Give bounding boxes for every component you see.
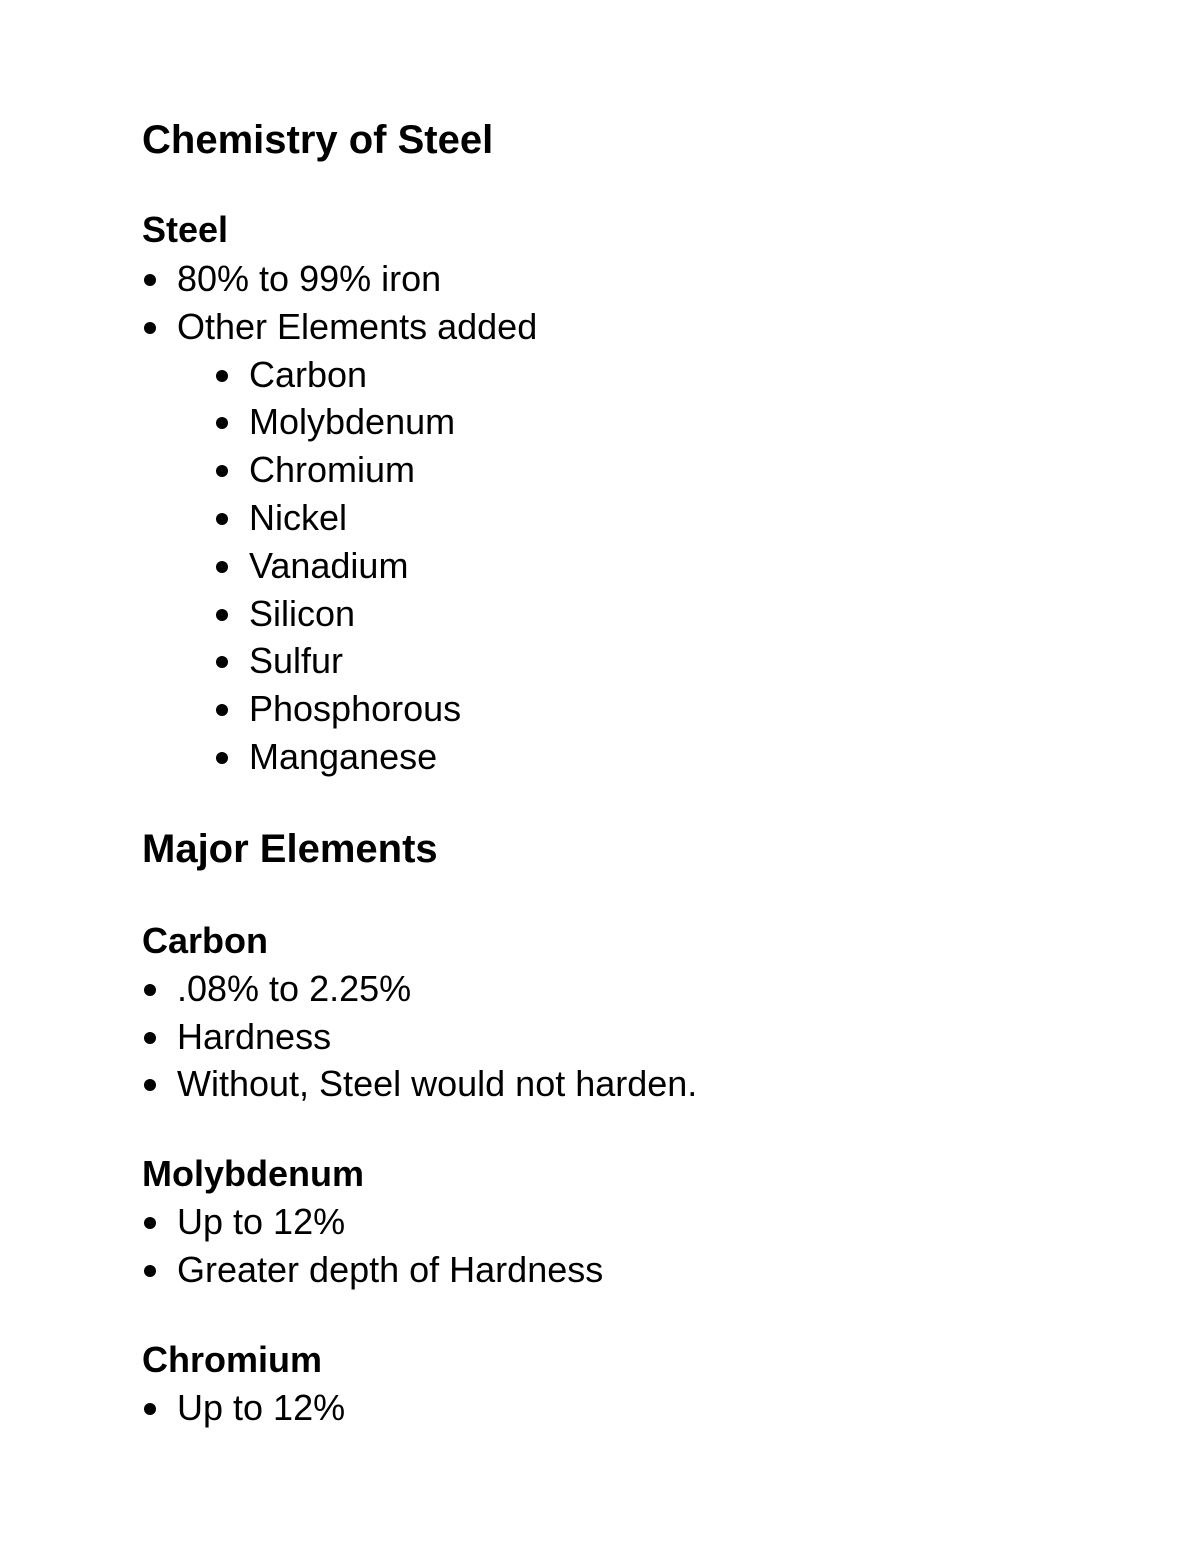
bullet-icon xyxy=(144,1032,156,1044)
sub-list-item-text: Silicon xyxy=(249,593,356,634)
bullet-icon xyxy=(144,322,156,334)
bullet-icon xyxy=(216,752,228,764)
carbon-heading: Carbon xyxy=(142,920,268,961)
major-elements-title: Major Elements xyxy=(142,827,438,871)
bullet-icon xyxy=(216,609,228,621)
sub-list-item-text: Vanadium xyxy=(249,545,409,586)
list-item-text: 80% to 99% iron xyxy=(177,258,442,299)
list-item-text: .08% to 2.25% xyxy=(177,968,412,1009)
bullet-icon xyxy=(216,513,228,525)
list-item-text: Without, Steel would not harden. xyxy=(177,1063,698,1104)
sub-list-item-text: Carbon xyxy=(249,354,368,395)
sub-list-item-text: Nickel xyxy=(249,497,348,538)
bullet-icon xyxy=(144,1079,156,1091)
list-item-text: Hardness xyxy=(177,1016,332,1057)
page-title: Chemistry of Steel xyxy=(142,118,494,162)
bullet-icon xyxy=(144,1217,156,1229)
chromium-heading: Chromium xyxy=(142,1339,322,1380)
bullet-icon xyxy=(216,561,228,573)
molybdenum-heading: Molybdenum xyxy=(142,1153,364,1194)
bullet-icon xyxy=(216,465,228,477)
bullet-icon xyxy=(144,274,156,286)
bullet-icon xyxy=(216,704,228,716)
bullet-icon xyxy=(216,370,228,382)
list-item-text: Greater depth of Hardness xyxy=(177,1249,604,1290)
list-item-text: Up to 12% xyxy=(177,1387,346,1428)
sub-list-item-text: Chromium xyxy=(249,449,416,490)
sub-list-item-text: Phosphorous xyxy=(249,688,462,729)
sub-list-item-text: Sulfur xyxy=(249,640,344,681)
bullet-icon xyxy=(144,984,156,996)
list-item-text: Other Elements added xyxy=(177,306,538,347)
bullet-icon xyxy=(216,656,228,668)
bullet-icon xyxy=(144,1403,156,1415)
bullet-icon xyxy=(144,1265,156,1277)
steel-heading: Steel xyxy=(142,209,229,250)
bullet-icon xyxy=(216,417,228,429)
sub-list-item-text: Manganese xyxy=(249,736,438,777)
sub-list-item-text: Molybdenum xyxy=(249,401,456,442)
list-item-text: Up to 12% xyxy=(177,1201,346,1242)
